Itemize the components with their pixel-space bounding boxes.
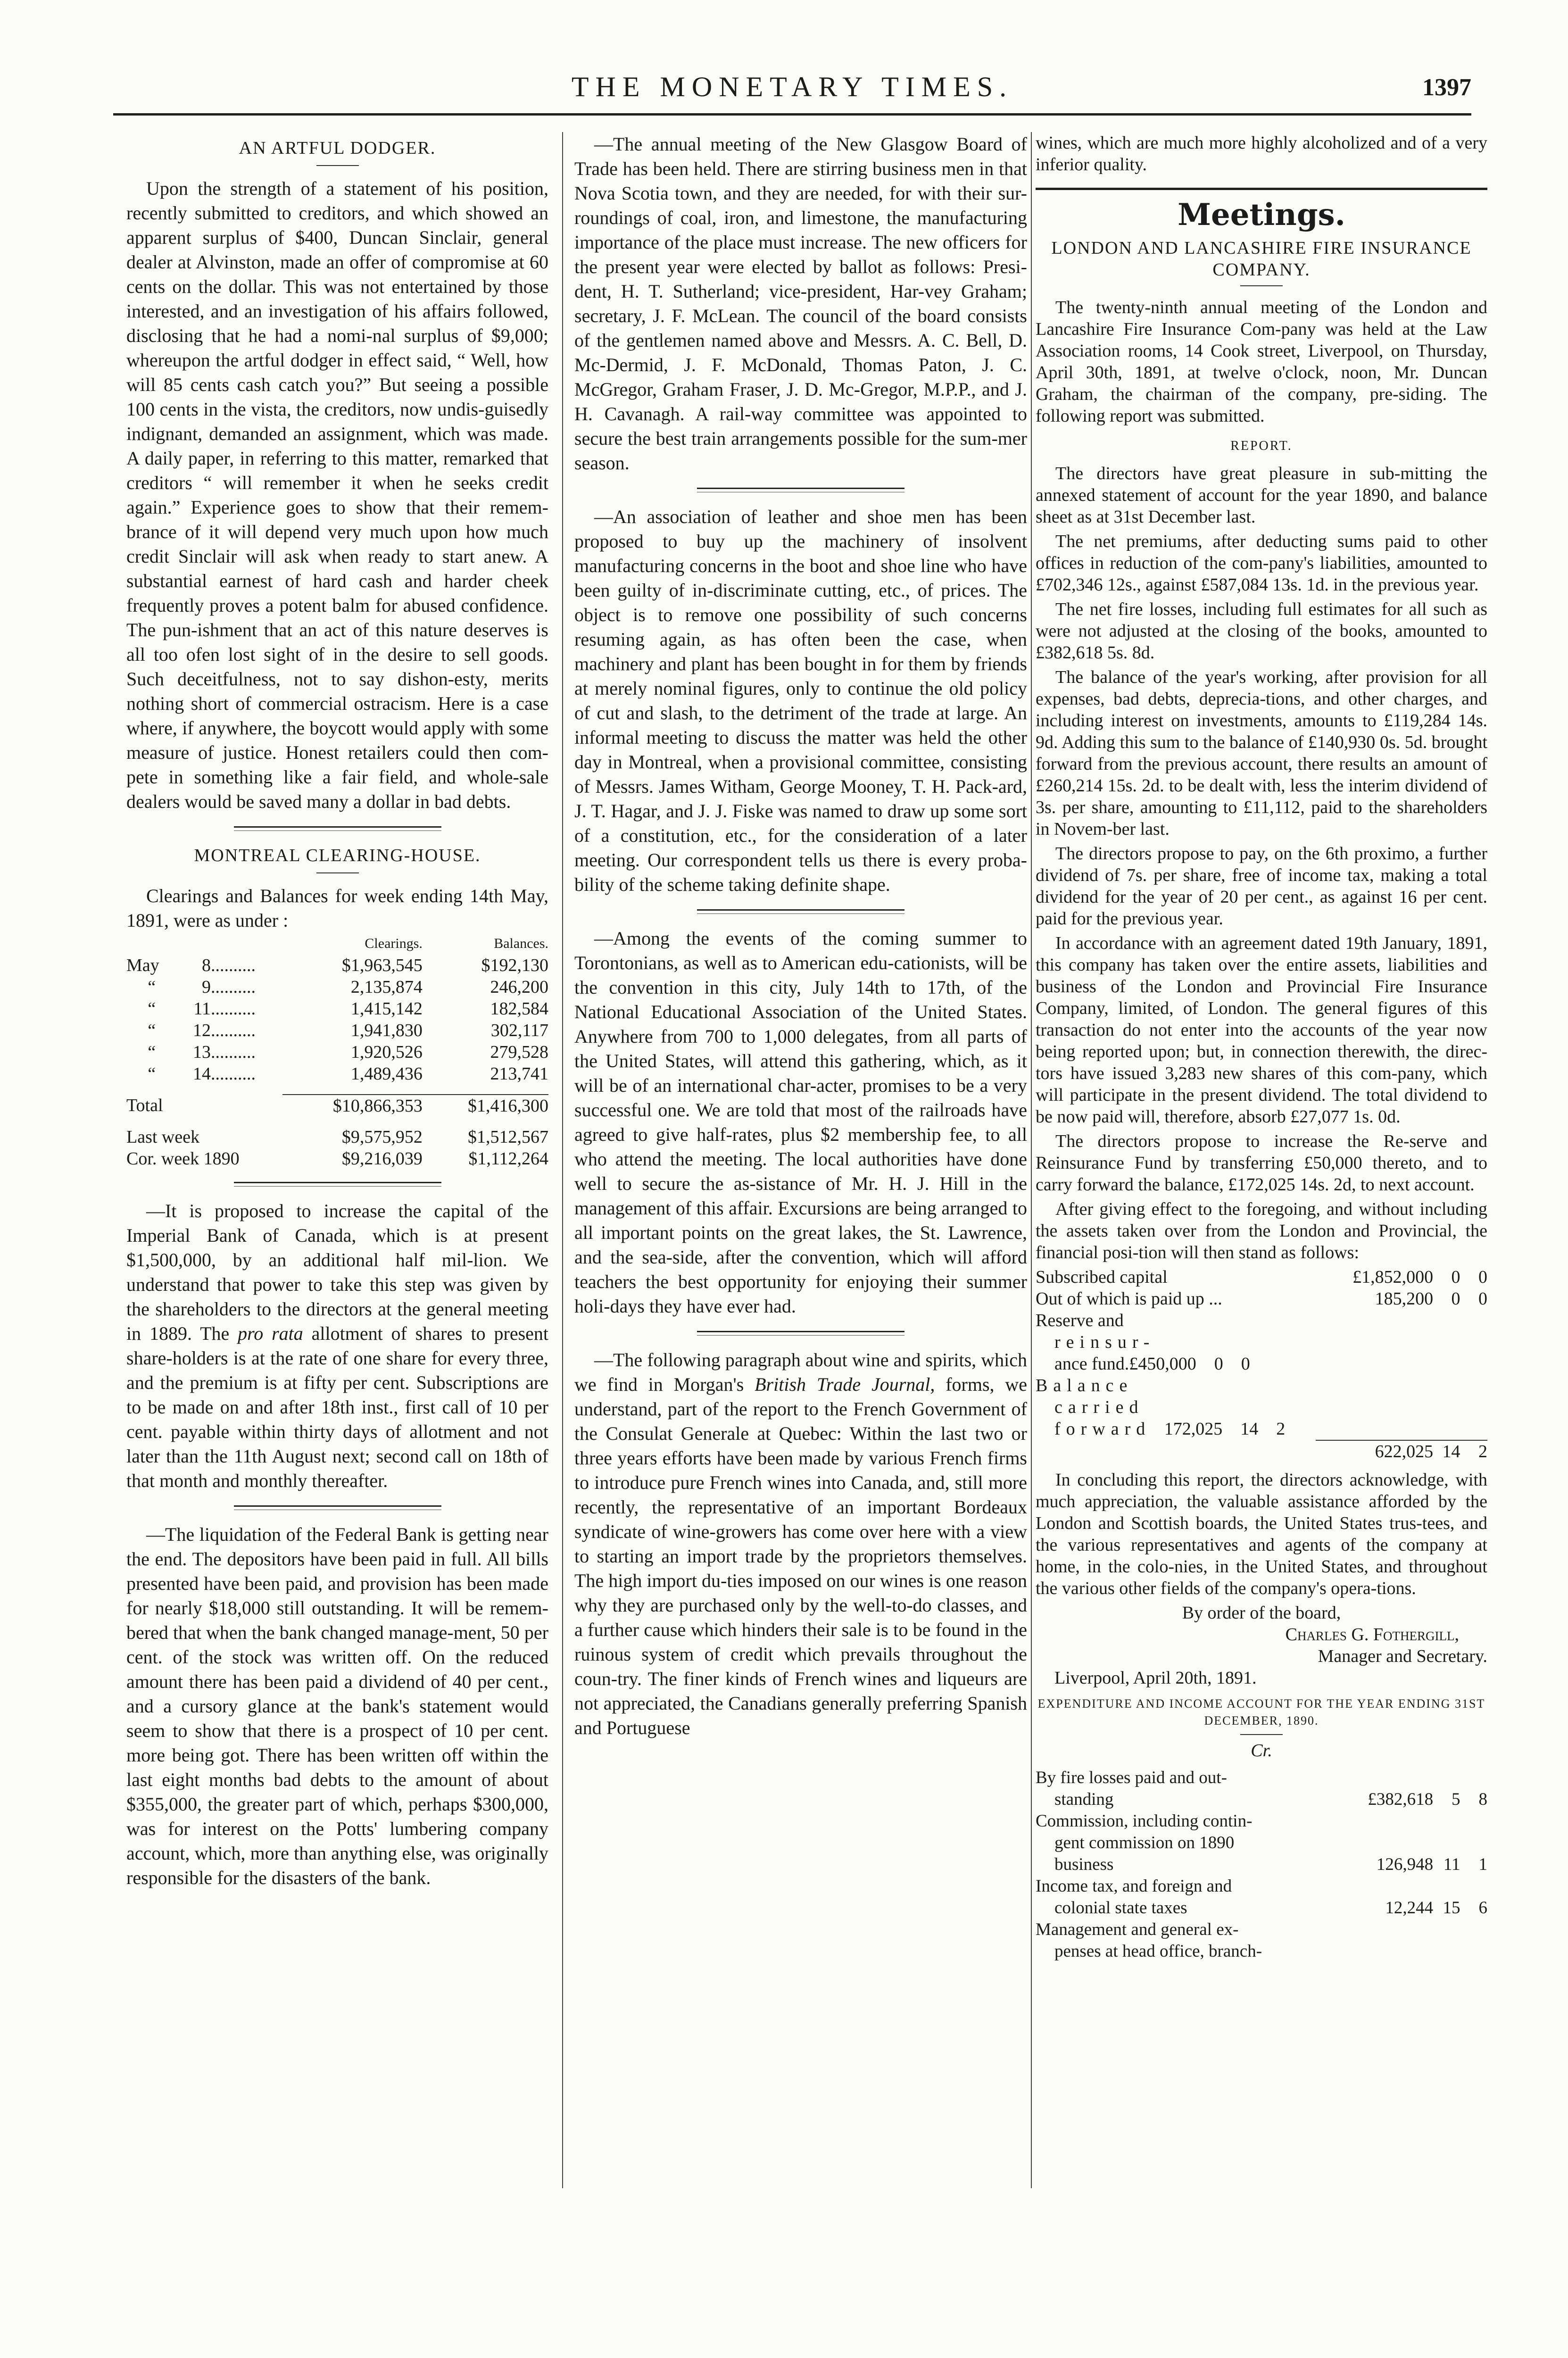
report-paragraph: After giving effect to the foregoing, and without including the assets taken over from the London and Provincial, the financial posi-tion will then stand as follows: [1036,1199,1487,1262]
section-separator [697,909,904,914]
acct-label: Management and general ex- [1036,1920,1239,1939]
cor-week-clearings: $9,216,039 [341,1149,423,1169]
clearing-table [126,933,548,1170]
acct-label: By fire losses paid and out- [1036,1768,1227,1787]
fin-amount: 172,025 [1164,1419,1223,1439]
fin-total-pence: 2 [1460,1440,1487,1462]
fin-label: reinsur- [1054,1332,1155,1352]
imperial-pro-rata: pro rata [238,1323,303,1344]
acct-pence: 8 [1478,1790,1487,1809]
concluding-paragraph: In concluding this report, the directors acknowledge, with much appreciation, the valuable assistance afforded by the London and Scottish boards, the United States trus-tees, and the various representatives and agents of the company at home, in the colo-nies, in the United States, and throughout the various other fields of the company's opera-tions. [1036,1470,1487,1598]
table-row [1036,1310,1487,1331]
row-month: “ [148,1064,156,1084]
report-paragraph: In accordance with an agreement dated 19th January, 1891, this company has taken over the entire assets, liabilities and business of the London and Provincial Fire Insurance Company, limited, of London. The general figures of this transaction do not enter into the accounts of the year now being reported upon; but, in connection therewith, the direc-tors have issued 3,283 new shares of this com-pany, which will participate in the present dividend. The total dividend to be now paid will, therefore, absorb £27,077 1s. 0d. [1036,933,1487,1127]
report-date: Liverpool, April 20th, 1891. [1054,1668,1257,1688]
artful-dodger-article: Upon the strength of a statement of his position, recently submitted to creditors, and which showed an apparent surplus of $400, Duncan Sinclair, general dealer at Alvinston, made an offer of compromise at 60 cents on the dollar. This was not entertained by those interested, and an investigation of his affairs followed, disclosing that he had a nomi-nal surplus of $9,000; whereupon the artful dodger in effect said, “ Well, how will 85 cents cash catch you?” But seeing a possible 100 cents in the vista, the creditors, now undis-guisedly indignant, demanded an assignment, which was made. A daily paper, in referring to this matter, remarked that creditors “ will remember it when he seeks credit again.” Experience goes to show that their remem-brance of it will depend very much upon how much credit Sinclair will ask when ready to start anew. A substantial earnest of hard cash and harder cheek frequently proves a potent balm for abused confidence. The pun-ishment that an act of this nature deserves is all too ofen lost sight of in the desire to sell goods. Such deceitfulness, not to say dishon-esty, merits nothing short of commercial ostracism. Here is a case where, if anywhere, the boycott would apply with some measure of justice. Honest retailers could then com-pete in something like a fair field, and whole-sale dealers would be saved many a dollar in bad debts. [126,178,548,812]
total-row [1036,1440,1487,1462]
table-row [1036,1854,1487,1876]
fin-label: forward [1054,1419,1151,1439]
federal-bank-article: —The liquidation of the Federal Bank is getting near the end. The depositors have been paid in full. All bills presented have been paid, and provision has been made for nearly $18,000 still outstanding. It will be remem-bered that when the bank changed manage-ment, 50 per cent. of the stock was written off. On the reduced amount there has been paid a dividend of 40 per cent., and a cursory glance at the bank's statement would seem to show that there is a prospect of 10 per cent. more being got. There has been written off within the last eight months bad debts to the amount of about $355,000, the greater part of which, perhaps $300,000, was for interest on the Potts' lumbering company account, which, more than anything else, was originally responsible for the disasters of the bank. [126,1524,548,1888]
table-row [1036,1288,1487,1310]
row-month: “ [148,977,156,997]
account-table [1036,1767,1487,1962]
last-week-label: Last week [126,1127,200,1147]
table-row [1036,1919,1487,1941]
row-clearings: 1,941,830 [350,1021,423,1040]
fin-pence: 0 [1478,1267,1487,1287]
fin-amount: £1,852,000 [1352,1267,1434,1287]
report-paragraph: The balance of the year's working, after provision for all expenses, bad debts, deprecia-tions, and other charges, and including interest on investments, amounts to £119,284 14s. 9d. Adding this sum to the balance of £140,930 0s. 5d. brought forward from the previous account, there results an amount of £260,214 15s. 2d. to be dealt with, less the interim dividend of 3s. per share, amounting to £11,112, paid to the shareholders in Novem-ber last. [1036,667,1487,839]
order-line: By order of the board, [1182,1603,1341,1623]
section-rule [316,165,359,166]
leather-association-article: —An association of leather and shoe men has been proposed to buy up the machinery of insolvent manufacturing concerns in the boot and shoe line who have been guilty of in-discriminate cutting, etc., of prices. The object is to remove one possibility of such concerns resuming again, as has often been the case, when machinery and plant has been bought in for them by friends at merely nominal figures, only to continue the old policy of cut and slash, to the detriment of the trade at large. An informal meeting to discuss the matter was held the other day in Montreal, when a provisional committee, consisting of Messrs. James Witham, George Mooney, T. H. Pack-ard, J. T. Hagar, and J. J. Fiske was named to draw up some sort of a constitution, etc., for the consideration of a later meeting. Our correspondent tells us there is every proba-bility of the scheme taking definite shape. [574,506,1027,895]
imperial-bank-article [126,1199,548,1493]
table-row [1036,1418,1487,1440]
acct-label: Income tax, and foreign and [1036,1876,1232,1896]
row-clearings: $1,963,545 [341,955,423,975]
fin-label: Subscribed capital [1036,1267,1168,1287]
report-label: REPORT. [1230,439,1293,453]
page-number: 1397 [1422,74,1471,101]
acct-shillings: 15 [1443,1898,1460,1918]
acct-label: gent commission on 1890 [1054,1833,1235,1852]
fin-total-shillings: 14 [1433,1440,1460,1462]
table-row [1036,1331,1487,1353]
table-row [1036,1789,1487,1810]
fin-amount: £450,000 [1129,1354,1196,1374]
total-balances: $1,416,300 [423,1095,548,1117]
cor-week-label: Cor. week 1890 [126,1149,240,1169]
column-divider [562,132,563,2188]
imperial-text-a: —It is proposed to increase the capital of the Imperial Bank of Canada, which is at present $1,500,000, by an additional half mil-lion. We understand that power to take this step was given by the shareholders to the directors at the general meeting in 1889. The [126,1200,548,1344]
report-paragraph: The net premiums, after deducting sums paid to other offices in reduction of the com-pany's liabilities, amounted to £702,346 12s., against £587,084 13s. 1d. in the previous year. [1036,531,1487,595]
wine-text-a: —The following paragraph about wine and spirits, which we find in Morgan's [574,1349,1027,1395]
acct-amount: £382,618 [1368,1790,1434,1809]
last-week-row [126,1126,548,1148]
acct-label: colonial state taxes [1054,1898,1187,1918]
row-clearings: 1,415,142 [350,999,423,1019]
fin-shillings: 14 [1240,1419,1259,1439]
fin-pence: 0 [1241,1354,1250,1374]
last-week-balances: $1,512,567 [468,1127,548,1147]
row-balance: 182,584 [490,999,548,1019]
table-row [1036,1832,1487,1854]
table-row: “ 13 .......... 1,920,526 279,528 [126,1041,548,1063]
table-row: “ 12 .......... 1,941,830 302,117 [126,1020,548,1041]
cor-week-balances: $1,112,264 [468,1149,548,1169]
clearings-header: Clearings. [365,936,423,951]
acct-pence: 6 [1478,1898,1487,1918]
acct-label: business [1054,1855,1114,1874]
fin-shillings: 0 [1451,1267,1460,1287]
table-row [1036,1897,1487,1919]
acct-shillings: 5 [1452,1790,1460,1809]
meetings-heading: Meetings. [1178,197,1345,232]
educational-convention-article: —Among the events of the coming summer to Torontonians, as well as to American edu-cationists, will be the convention in this city, July 14th to 17th, of the National Educational Association of the United States. Anywhere from 700 to 1,000 delegates, from all parts of the United States, will attend this gathering, which, as it will be of an international char-acter, promises to be a very successful one. We are told that most of the railroads have agreed to give half-rates, plus $2 membership fee, to all who attend the meeting. The local authorities have done well to secure the as-sistance of Mr. H. J. Hill in the management of this affair. Excursions are being arranged to all important points on the great lakes, the St. Lawrence, and the sea-side, after the convention, which will afford teachers the best opportunity for enjoying their summer holi-days they have ever had. [574,928,1027,1317]
report-paragraph: The directors propose to pay, on the 6th proximo, a further dividend of 7s. per share, free of income tax, making a total dividend for the year of 20 per cent., as against 16 per cent. paid for the previous year. [1036,844,1487,929]
financial-position-table [1036,1266,1487,1462]
fin-label: Reserve and [1036,1311,1124,1330]
row-day: 8 [201,955,211,975]
row-clearings: 1,920,526 [350,1042,423,1062]
column-divider [1031,132,1032,2188]
section-separator [697,1331,904,1336]
acct-amount: 126,948 [1376,1855,1434,1874]
masthead [113,71,1471,116]
row-month: May [126,955,159,975]
row-day: 9 [201,977,211,997]
table-row [1036,1941,1487,1962]
column-left [126,132,548,1899]
table-row [1036,1810,1487,1832]
fin-pence: 0 [1478,1289,1487,1309]
fin-shillings: 0 [1214,1354,1223,1374]
balance-line [1036,1418,1487,1440]
balances-header: Balances. [494,936,548,951]
section-separator [234,1182,441,1187]
table-row [1036,1876,1487,1897]
acct-label: Commission, including contin- [1036,1811,1253,1831]
wine-article-continued: wines, which are much more highly alcoholized and of a very inferior quality. [1036,133,1487,174]
row-balance: 246,200 [490,977,548,997]
section-rule [1240,285,1283,286]
total-label: Total [126,1096,163,1115]
publication-title: THE MONETARY TIMES. [571,71,1013,102]
wine-text-b: , forms, we understand, part of the report to the French Government of the Consulat Generale at Quebec: Within the last two or three years efforts have been made by various French firms to introduce pure French wines into Canada, and, still more recently, the representative of an important Bordeaux syndicate of wine-growers has come over here with a view to starting an import trade by the proprietors themselves. The high import du-ties imposed on our wines is one reason why they are purchased only by the well-to-do classes, and a further cause which hinders their sale is to be found in the ruinous system of credit which prevails throughout the coun-try. The finer kinds of French wines and liqueurs are not appreciated, the Canadians generally preferring Spanish and Portuguese [574,1374,1027,1738]
fin-shillings: 0 [1451,1289,1460,1309]
report-paragraph: The directors propose to increase the Re-serve and Reinsurance Fund by transferring £50,000 thereto, and to carry forward the balance, £172,025 14s. 2d, to next account. [1036,1131,1487,1195]
fin-label: Balance [1036,1376,1133,1395]
wine-journal-name: British Trade Journal [755,1374,930,1395]
report-paragraph: The net fire losses, including full estimates for all such as were not adjusted at the closing of the books, amounted to £382,618 5s. 8d. [1036,599,1487,663]
row-balance: 302,117 [490,1021,548,1040]
fin-total-amount: 622,025 [1316,1440,1433,1462]
signer-name: Charles G. Fothergill, [1285,1625,1459,1644]
section-rule [1240,1734,1283,1735]
report-paragraph: The directors have great pleasure in sub-mitting the annexed statement of account for the year 1890, and balance sheet as at 31st December last. [1036,464,1487,527]
row-clearings: 1,489,436 [350,1064,423,1084]
last-week-clearings: $9,575,952 [341,1127,423,1147]
section-separator [697,488,904,492]
row-balance: $192,130 [481,955,548,975]
acct-amount: 12,244 [1385,1898,1434,1918]
fin-label: Out of which is paid up ... [1036,1289,1222,1309]
total-clearings: $10,866,353 [282,1095,423,1117]
row-balance: 279,528 [490,1042,548,1062]
cor-week-row [126,1148,548,1170]
signer-role: Manager and Secretary. [1318,1646,1487,1666]
row-day: 13 [192,1042,211,1062]
fin-pence: 2 [1276,1419,1286,1439]
table-row: May 8 .......... $1,963,545 $192,130 [126,955,548,975]
new-glasgow-article: —The annual meeting of the New Glasgow Board of Trade has been held. There are stirring business men in that Nova Scotia town, and they are needed, for with their sur-roundings of coal, iron, and limestone, the manufacturing importance of the place must increase. The new officers for the present year were elected by ballot as follows: Presi-dent, H. T. Sutherland; vice-president, Har-vey Graham; secretary, J. F. McLean. The council of the board consists of the gentlemen named above and Messrs. A. C. Bell, D. Mc-Dermid, J. F. McDonald, Thomas Paton, J. C. McGregor, Graham Fraser, J. D. Mc-Gregor, M.P.P., and J. H. Cavanagh. A rail-way committee was appointed to secure the best train arrangements possible for the sum-mer season. [574,133,1027,473]
table-row [1036,1353,1487,1375]
credit-label: Cr. [1251,1741,1272,1760]
table-row [1036,1266,1487,1288]
total-row [126,1095,548,1117]
table-row: “ 11 .......... 1,415,142 182,584 [126,998,548,1020]
acct-shillings: 11 [1443,1855,1460,1874]
acct-label: standing [1054,1790,1114,1809]
table-row: “ 9 .......... 2,135,874 246,200 [126,976,548,998]
reserve-line [1036,1353,1487,1375]
table-row: “ 14 .......... 1,489,436 213,741 [126,1063,548,1085]
fin-amount: 185,200 [1375,1289,1434,1309]
meeting-intro: The twenty-ninth annual meeting of the London and Lancashire Fire Insurance Com-pany was held at the Law Association rooms, 14 Cook street, Liverpool, on Thursday, April 30th, 1891, at twelve o'clock, noon, Mr. Duncan Graham, the chairman of the company, pre-siding. The following report was submitted. [1036,298,1487,426]
account-heading: EXPENDITURE AND INCOME ACCOUNT FOR THE YEAR ENDING 31ST DECEMBER, 1890. [1037,1697,1485,1727]
clearing-header-row [126,933,548,955]
row-day: 11 [193,999,211,1019]
clearing-intro: Clearings and Balances for week ending 14th May, 1891, were as under : [126,885,548,931]
fin-label: ance fund. [1054,1354,1129,1374]
table-row [1036,1767,1487,1789]
section-heavy-rule [1036,188,1487,190]
row-month: “ [148,1021,156,1040]
row-day: 14 [192,1064,211,1084]
wine-article [574,1348,1027,1740]
row-month: “ [148,1042,156,1062]
table-row [1036,1375,1487,1396]
row-balance: 213,741 [490,1064,548,1084]
section-separator [234,1505,441,1510]
clearing-house-heading: MONTREAL CLEARING-HOUSE. [194,846,481,865]
company-heading: LONDON AND LANCASHIRE FIRE INSURANCE COMPANY. [1051,238,1472,280]
fin-label: carried [1054,1397,1144,1417]
section-rule [316,872,359,873]
imperial-text-b: allotment of shares to present share-holders is at the rate of one share for every three, and the premium is at fifty per cent. Subscriptions are to be made on and after 18th inst., first call of 10 per cent. payable within thirty days of allotment and not later than the 11th August next; second call on 18th of that month and monthly thereafter. [126,1323,549,1491]
acct-label: penses at head office, branch- [1054,1942,1262,1961]
column-right [1036,132,1487,1962]
row-month: “ [148,999,156,1019]
acct-pence: 1 [1478,1855,1487,1874]
column-middle [574,132,1027,1749]
row-day: 12 [192,1021,211,1040]
artful-dodger-heading: AN ARTFUL DODGER. [239,138,436,158]
table-row [1036,1396,1487,1418]
row-clearings: 2,135,874 [350,977,423,997]
section-separator [234,826,441,831]
